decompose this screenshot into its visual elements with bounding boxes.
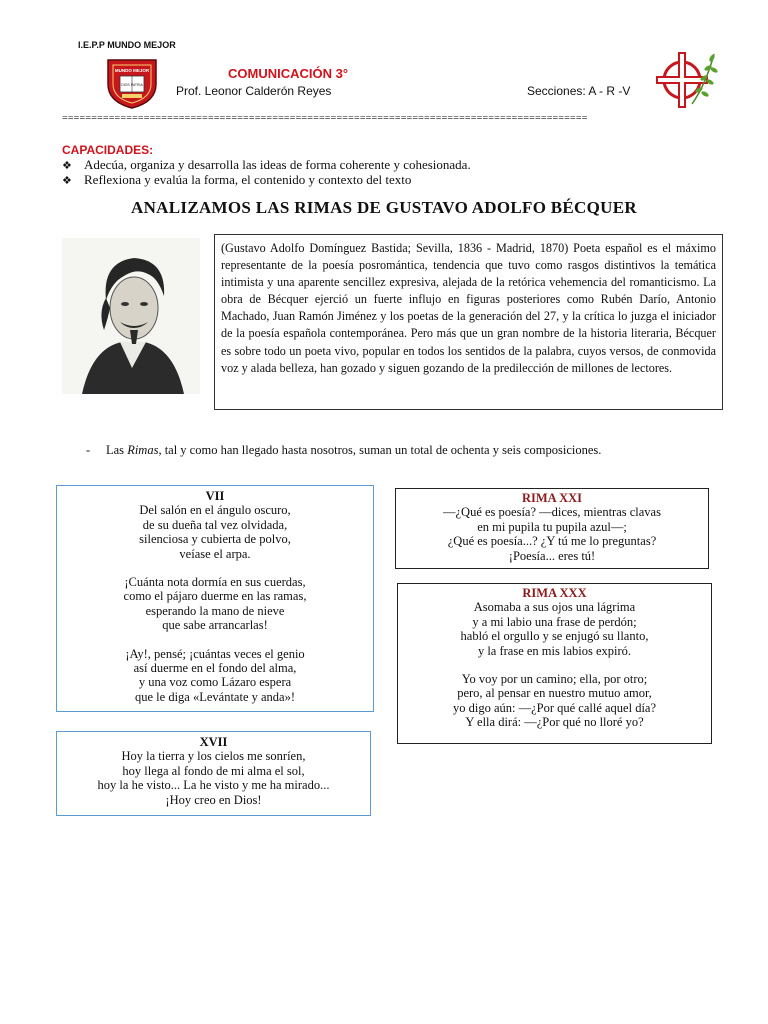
rimas-pre: Las <box>106 443 128 457</box>
school-name: I.E.P.P MUNDO MEJOR <box>78 40 176 50</box>
dash-bullet: - <box>86 443 91 457</box>
poem-line: ¡Poesía... eres tú! <box>508 548 596 563</box>
poem-line: Asomaba a sus ojos una lágrima <box>473 600 636 615</box>
capacidad-item <box>62 157 471 173</box>
biography-text: (Gustavo Adolfo Domínguez Bastida; Sevilla, 1836 - Madrid, 1870) Poeta español es el máximo representante de la poesía posromántica, tendencia que tuvo como rasgos distintivos la temática intimista y una aparente sencillez expresiva, alejada de la retórica vehemencia del romanticismo. La obra de Bécquer ejerció un fuerte influjo en figuras posteriores como Rubén Darío, Antonio Machado, Juan Ramón Jiménez y los poetas de la generación del 27, y la crítica lo juzga el iniciador de la poesía española contemporánea. Pero más que un gran nombre de la historia literaria, Bécquer es sobre todo un poeta vivo, popular en todos los sentidos de la palabra, cuyos versos, de conmovida voz y alada belleza, han gozado y siguen gozando de la predilección de millones de lectores. <box>221 241 716 375</box>
poem-line: ¡Cuánta nota dormía en sus cuerdas, <box>124 575 306 590</box>
poem-title: RIMA XXI <box>521 491 583 505</box>
poem-line: silenciosa y cubierta de polvo, <box>139 532 291 547</box>
poem-line: de su dueña tal vez olvidada, <box>142 517 288 532</box>
school-shield-logo <box>104 54 160 110</box>
capacidad-item <box>62 172 411 188</box>
poem-line: y una voz como Lázaro espera <box>138 675 292 690</box>
poem-line: que sabe arrancarlas! <box>162 618 268 633</box>
poem-line: y a mi labio una frase de perdón; <box>472 614 637 629</box>
poem-line: esperando la mano de nieve <box>145 603 285 618</box>
poem-line: Yo voy por un camino; ella, por otro; <box>461 672 648 687</box>
rimas-post: , tal y como han llegado hasta nosotros, suman un total de ochenta y seis composiciones. <box>158 443 602 457</box>
poem-line: en mi pupila tu pupila azul—; <box>477 519 627 534</box>
logo-book-text: DIOS PATRIA <box>121 83 143 87</box>
biography-box <box>214 234 723 410</box>
diamond-bullet-icon: ❖ <box>62 160 72 172</box>
divider-line: ========================================================================================== <box>62 113 588 124</box>
poem-line: veíase el arpa. <box>179 546 251 561</box>
cross-olive-branch-emblem <box>652 44 720 112</box>
becquer-portrait-image <box>62 238 200 394</box>
poem-line: Y ella dirá: —¿Por qué no lloré yo? <box>465 715 644 730</box>
poem-line: como el pájaro duerme en las ramas, <box>123 589 307 604</box>
poem-title: RIMA XXX <box>522 586 587 600</box>
logo-top-text: MUNDO MEJOR <box>114 68 150 73</box>
poem-line: Del salón en el ángulo oscuro, <box>139 503 291 518</box>
poem-line: hoy llega al fondo de mi alma el sol, <box>122 763 305 778</box>
sections-label: Secciones: A - R -V <box>527 84 631 98</box>
subject-title: COMUNICACIÓN 3° <box>228 66 349 81</box>
poem-line: ¡Hoy creo en Dios! <box>165 792 262 807</box>
poem-line: hoy la he visto... La he visto y me ha mirado... <box>97 778 330 793</box>
poem-line: y la frase en mis labios expiró. <box>477 643 632 658</box>
poem-line: yo digo aún: —¿Por qué callé aquel día? <box>452 700 657 715</box>
teacher-name: Prof. Leonor Calderón Reyes <box>176 84 332 98</box>
rima-xxi-box <box>395 488 709 569</box>
poem-line: pero, al pensar en nuestro mutuo amor, <box>457 686 652 701</box>
main-title: ANALIZAMOS LAS RIMAS DE GUSTAVO ADOLFO BÉCQUER <box>131 198 637 217</box>
poem-line: —¿Qué es poesía? —dices, mientras clavas <box>443 505 661 520</box>
poem-line: habló el orgullo y se enjugó su llanto, <box>460 629 649 644</box>
poem-vii-box <box>56 485 374 712</box>
poem-line: ¡Ay!, pensé; ¡cuántas veces el genio <box>125 646 305 661</box>
poem-title: VII <box>205 489 225 503</box>
diamond-bullet-icon: ❖ <box>62 175 72 187</box>
rimas-em: Rimas <box>127 443 159 457</box>
poem-line: así duerme en el fondo del alma, <box>133 661 297 676</box>
capacidad-text: Reflexiona y evalúa la forma, el contenido y contexto del texto <box>84 172 412 187</box>
poem-line: que le diga «Levántate y anda»! <box>135 689 295 704</box>
capacidades-title: CAPACIDADES: <box>62 143 154 157</box>
poem-xvii-box <box>56 731 371 816</box>
poem-line: Hoy la tierra y los cielos me sonríen, <box>121 749 306 764</box>
poem-title: XVII <box>199 735 228 749</box>
rima-xxx-box <box>397 583 712 744</box>
poem-line: ¿Qué es poesía...? ¿Y tú me lo preguntas? <box>447 534 657 549</box>
rimas-note <box>86 443 601 458</box>
capacidad-text: Adecúa, organiza y desarrolla las ideas de forma coherente y cohesionada. <box>84 157 471 172</box>
